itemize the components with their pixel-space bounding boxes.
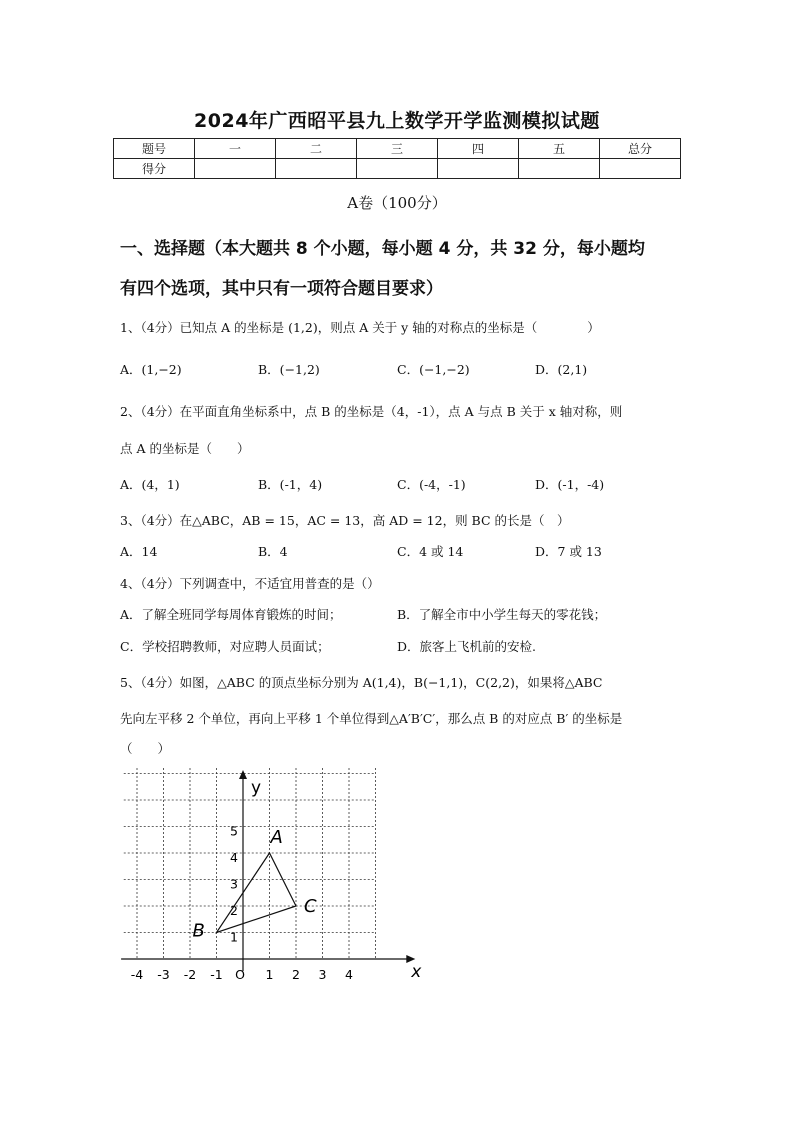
y-axis-arrow	[239, 770, 247, 779]
question-1-option-b: B．(−1,2)	[258, 362, 320, 377]
question-2-stem-line1: 2、（4分）在平面直角坐标系中，点 B 的坐标是（4，-1），点 A 与点 B 关于 x 轴对称，则	[120, 404, 623, 419]
score-cell	[600, 159, 681, 179]
question-4-option-d: D．旅客上飞机前的安检.	[397, 639, 536, 654]
score-row-label: 得分	[114, 159, 195, 179]
question-3-stem: 3、（4分）在△ABC，AB = 15，AC = 13，高 AD = 12，则 BC 的长是（ ）	[120, 513, 570, 528]
score-table-header-cell: 一	[195, 139, 276, 159]
score-cell	[195, 159, 276, 179]
part1-heading-line2: 有四个选项，其中只有一项符合题目要求）	[120, 279, 443, 299]
page-title: 2024年广西昭平县九上数学开学监测模拟试题	[194, 110, 600, 132]
question-1-option-d: D．(2,1)	[535, 362, 588, 377]
score-cell	[276, 159, 357, 179]
y-tick-label: 1	[230, 929, 238, 945]
x-tick-label: -3	[157, 967, 170, 982]
axes	[121, 770, 422, 982]
score-table-header-cell: 五	[519, 139, 600, 159]
question-3-option-a: A．14	[120, 544, 158, 559]
question-2-stem-line2: 点 A 的坐标是（ ）	[120, 441, 250, 456]
question-5-stem-line3: （ ）	[120, 741, 171, 756]
grid-lines	[124, 768, 376, 959]
question-1-option-c: C．(−1,−2)	[397, 362, 470, 377]
x-tick-label: -4	[130, 967, 144, 982]
question-3-option-d: D．7 或 13	[535, 544, 602, 559]
part1-heading-line1: 一、选择题（本大题共 8 个小题，每小题 4 分，共 32 分，每小题均	[120, 239, 645, 259]
x-tick-label: 3	[318, 967, 327, 982]
score-table-header-cell: 总分	[600, 139, 681, 159]
y-tick-label: 3	[230, 876, 238, 892]
question-2-option-b: B．(-1，4)	[258, 477, 323, 492]
question-2-option-d: D．(-1，-4)	[535, 477, 605, 492]
score-table-header-cell: 四	[438, 139, 519, 159]
question-2-option-c: C．(-4，-1)	[397, 477, 466, 492]
score-cell	[438, 159, 519, 179]
y-tick-label: 2	[230, 903, 238, 918]
score-table-header-cell: 二	[276, 139, 357, 159]
score-table-header-cell: 题号	[114, 139, 195, 159]
y-tick-label: 4	[230, 850, 238, 865]
y-tick-label: 5	[230, 823, 238, 839]
question-4-option-a: A．了解全班同学每周体育锻炼的时间；	[120, 607, 342, 622]
coordinate-figure	[110, 760, 420, 990]
question-3-option-b: B．4	[258, 544, 288, 559]
score-table-header-cell: 三	[357, 139, 438, 159]
x-tick-label: -2	[183, 967, 197, 982]
question-1-option-a: A．(1,−2)	[120, 362, 182, 377]
vertex-label-b: B	[192, 920, 205, 942]
question-2-option-a: A．(4，1)	[120, 477, 180, 492]
question-3-option-c: C．4 或 14	[397, 544, 464, 559]
question-4-option-c: C．学校招聘教师，对应聘人员面试；	[120, 639, 330, 654]
question-4-stem: 4、（4分）下列调查中，不适宜用普查的是（）	[120, 576, 380, 591]
x-tick-label: 1	[265, 967, 274, 982]
x-tick-label: O	[235, 967, 245, 982]
vertex-label-c: C	[304, 896, 317, 917]
question-1-stem: 1、（4分）已知点 A 的坐标是 (1,2)，则点 A 关于 y 轴的对称点的坐标是（ ）	[120, 320, 600, 335]
y-axis-label: y	[251, 778, 262, 798]
score-table	[113, 138, 681, 179]
question-5-stem-line2: 先向左平移 2 个单位，再向上平移 1 个单位得到△A′B′C′，那么点 B 的对应点 B′ 的坐标是	[120, 711, 623, 726]
question-5-stem-line1: 5、（4分）如图，△ABC 的顶点坐标分别为 A(1,4)，B(−1,1)，C(2,2)，如果将△ABC	[120, 675, 603, 690]
x-axis-label: x	[411, 962, 422, 982]
triangle-abc	[193, 827, 318, 942]
triangle-outline	[217, 853, 297, 933]
tick-labels	[131, 824, 353, 983]
score-table-score-row	[114, 159, 681, 179]
vertex-label-a: A	[270, 827, 283, 848]
score-cell	[357, 159, 438, 179]
x-tick-label: 4	[345, 967, 353, 982]
score-cell	[519, 159, 600, 179]
x-tick-label: 2	[292, 967, 300, 982]
x-tick-label: -1	[210, 967, 223, 982]
score-table-header-row	[114, 139, 681, 159]
question-4-option-b: B．了解全市中小学生每天的零花钱；	[397, 607, 607, 622]
section-a-heading: A卷（100分）	[347, 194, 447, 212]
